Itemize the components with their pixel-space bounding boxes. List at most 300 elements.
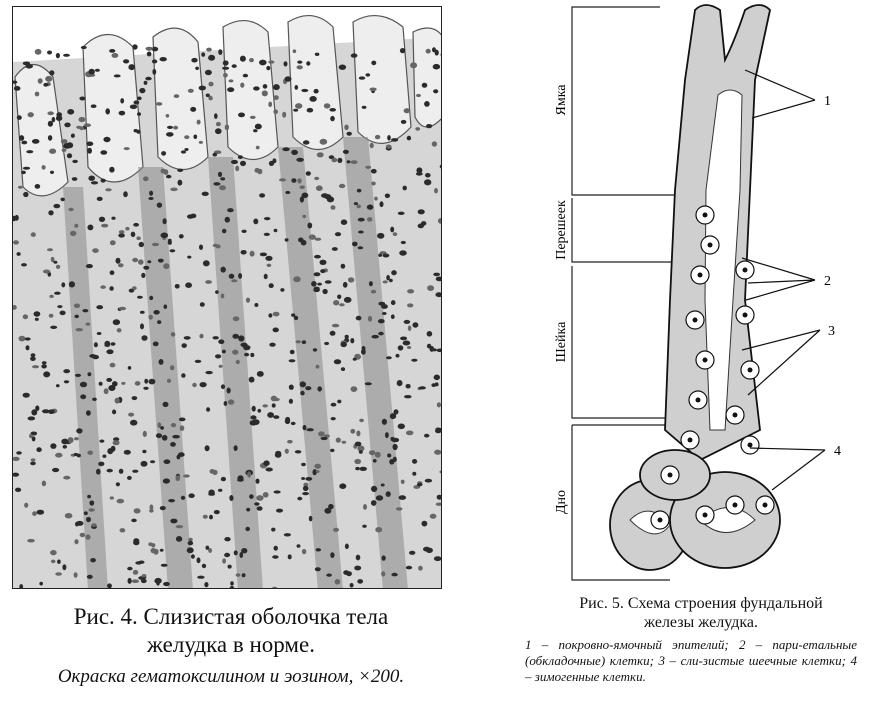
nucleus-texture xyxy=(227,388,231,394)
nucleus-texture xyxy=(302,340,307,344)
nucleus-texture xyxy=(352,242,358,247)
nucleus-texture xyxy=(396,354,400,358)
nucleus-texture xyxy=(311,281,317,287)
nucleus-texture xyxy=(159,359,164,365)
nucleus-texture xyxy=(227,87,234,92)
nucleus-texture xyxy=(47,111,54,115)
nucleus-texture xyxy=(206,546,210,550)
nucleus-texture xyxy=(234,445,238,451)
nucleus-texture xyxy=(176,525,184,528)
nucleus-texture xyxy=(208,490,214,496)
nucleus-texture xyxy=(293,109,298,112)
nucleus-texture xyxy=(382,312,387,315)
nucleus-texture xyxy=(107,469,113,473)
nucleus-texture xyxy=(187,547,194,553)
nucleus-texture xyxy=(240,83,244,88)
nucleus-texture xyxy=(63,54,70,57)
nucleus-texture xyxy=(144,379,148,384)
callout-3-label: 3 xyxy=(828,324,835,339)
nucleus-texture xyxy=(275,453,282,458)
nucleus-texture xyxy=(109,49,115,53)
nucleus-texture xyxy=(249,494,254,499)
nucleus-texture xyxy=(430,514,437,519)
nucleus-texture xyxy=(279,178,286,181)
nucleus-texture xyxy=(331,205,336,210)
nucleus-texture xyxy=(35,184,41,189)
nucleus-texture xyxy=(243,345,250,350)
nucleus-texture xyxy=(96,469,101,475)
nucleus-texture xyxy=(79,97,85,101)
nucleus-texture xyxy=(30,356,36,361)
nucleus-texture xyxy=(81,46,87,49)
nucleus-texture xyxy=(161,169,166,174)
nucleus-texture xyxy=(170,442,176,447)
nucleus-texture xyxy=(347,132,352,136)
nucleus-texture xyxy=(301,240,307,246)
nucleus-texture xyxy=(216,244,221,248)
nucleus-texture xyxy=(288,554,292,559)
nucleus-texture xyxy=(167,379,171,383)
nucleus-texture xyxy=(387,135,391,141)
nucleus-texture xyxy=(392,438,400,443)
nucleus-texture xyxy=(391,270,397,275)
nucleus-texture xyxy=(101,224,108,228)
nucleus-texture xyxy=(358,218,365,222)
nucleus-texture xyxy=(427,331,433,337)
nucleus-texture xyxy=(80,394,86,399)
nucleus-texture xyxy=(23,393,30,398)
nucleus-texture xyxy=(250,116,256,119)
nucleus-texture xyxy=(356,431,360,437)
nucleus-texture xyxy=(32,511,37,516)
nucleus-texture xyxy=(50,443,56,449)
nucleus-texture xyxy=(233,316,240,321)
nucleus-texture xyxy=(97,332,102,335)
nucleus-texture xyxy=(163,263,169,269)
nucleus-texture xyxy=(326,574,332,577)
nucleus-texture xyxy=(26,345,30,350)
nucleus-texture xyxy=(141,461,148,467)
nucleus-texture xyxy=(203,260,210,266)
nucleus-texture xyxy=(274,229,278,232)
nucleus-texture xyxy=(107,583,112,588)
nucleus-texture xyxy=(57,305,62,308)
nucleus-texture xyxy=(25,64,33,69)
nucleus-texture xyxy=(222,350,226,354)
nucleus-texture xyxy=(191,554,195,558)
zone-label-isthmus: Перешеек xyxy=(554,200,569,260)
nucleus-texture xyxy=(348,277,354,282)
nucleus-texture xyxy=(99,382,103,386)
nucleus-texture xyxy=(50,171,54,174)
nucleus-texture xyxy=(268,60,274,63)
nucleus-texture xyxy=(116,482,120,486)
nucleus-texture xyxy=(357,579,363,584)
nucleus-texture xyxy=(220,177,225,180)
nucleus-texture xyxy=(110,240,116,245)
nucleus-texture xyxy=(399,250,407,255)
nucleus-texture xyxy=(23,192,28,197)
nucleus-texture xyxy=(362,525,366,528)
nucleus-texture xyxy=(131,519,137,523)
nucleus-texture xyxy=(256,479,260,484)
nucleus-texture xyxy=(419,386,426,389)
nucleus-texture xyxy=(423,547,430,552)
nucleus-texture xyxy=(112,381,118,386)
nucleus-texture xyxy=(391,573,397,577)
nucleus-texture xyxy=(313,348,317,351)
nucleus-texture xyxy=(62,149,67,152)
nucleus-texture xyxy=(331,403,337,407)
nucleus-texture xyxy=(149,191,153,196)
nucleus-texture xyxy=(297,61,302,64)
nucleus-texture xyxy=(264,233,270,236)
nucleus-texture xyxy=(111,217,115,220)
nucleus-texture xyxy=(128,578,132,584)
nucleus-texture xyxy=(290,350,295,355)
nucleus-texture xyxy=(375,527,382,532)
nucleus-texture xyxy=(371,486,377,492)
nucleus-texture xyxy=(101,179,106,183)
nucleus-texture xyxy=(418,224,424,229)
nucleus-texture xyxy=(204,582,208,587)
nucleus-texture xyxy=(35,318,39,321)
nucleus-texture xyxy=(355,442,362,447)
nucleus-texture xyxy=(152,69,156,75)
nucleus-texture xyxy=(110,363,116,368)
nucleus-texture xyxy=(365,166,371,169)
nucleus-texture xyxy=(328,504,334,509)
nucleus-texture xyxy=(119,469,124,474)
nucleus-texture xyxy=(114,74,121,77)
nucleus-texture xyxy=(223,60,229,65)
nucleus-texture xyxy=(79,117,86,122)
nucleus-texture xyxy=(371,500,377,506)
nucleus-texture xyxy=(35,92,40,97)
nucleus-texture xyxy=(272,158,276,163)
nucleus-texture xyxy=(416,94,421,97)
parietal-cell-nucleus xyxy=(733,503,738,508)
nucleus-texture xyxy=(339,184,345,188)
parietal-cell-nucleus xyxy=(763,503,768,508)
nucleus-texture xyxy=(170,365,174,370)
parietal-cell-nucleus xyxy=(658,518,663,523)
nucleus-texture xyxy=(91,523,96,527)
nucleus-texture xyxy=(176,536,182,542)
nucleus-texture xyxy=(396,507,403,510)
nucleus-texture xyxy=(171,423,176,427)
nucleus-texture xyxy=(49,149,56,154)
nucleus-texture xyxy=(68,437,74,443)
nucleus-texture xyxy=(330,449,334,452)
nucleus-texture xyxy=(391,300,396,305)
nucleus-texture xyxy=(48,210,53,215)
nucleus-texture xyxy=(128,64,135,70)
nucleus-texture xyxy=(332,247,338,251)
nucleus-texture xyxy=(365,382,372,385)
nucleus-texture xyxy=(28,112,34,117)
nucleus-texture xyxy=(231,279,237,282)
nucleus-texture xyxy=(96,305,103,309)
parietal-cell-nucleus xyxy=(698,273,703,278)
nucleus-texture xyxy=(354,459,361,464)
nucleus-texture xyxy=(87,495,91,499)
callout-2-label: 2 xyxy=(824,274,831,289)
nucleus-texture xyxy=(314,255,321,259)
nucleus-texture xyxy=(23,314,28,319)
nucleus-texture xyxy=(143,431,147,437)
nucleus-texture xyxy=(238,155,243,159)
nucleus-texture xyxy=(199,245,203,250)
nucleus-texture xyxy=(368,316,372,322)
nucleus-texture xyxy=(247,471,251,477)
nucleus-texture xyxy=(387,454,391,458)
nucleus-texture xyxy=(276,509,283,513)
nucleus-texture xyxy=(406,566,412,570)
nucleus-texture xyxy=(170,188,177,192)
nucleus-texture xyxy=(184,135,189,139)
parietal-cell-nucleus xyxy=(748,368,753,373)
nucleus-texture xyxy=(297,65,303,69)
nucleus-texture xyxy=(343,282,348,288)
nucleus-texture xyxy=(135,381,141,386)
nucleus-texture xyxy=(407,289,414,293)
nucleus-texture xyxy=(205,280,212,284)
nucleus-texture xyxy=(241,548,247,553)
nucleus-texture xyxy=(88,176,95,181)
nucleus-texture xyxy=(285,449,289,454)
nucleus-texture xyxy=(350,429,355,434)
nucleus-texture xyxy=(289,359,296,362)
nucleus-texture xyxy=(242,230,247,233)
nucleus-texture xyxy=(133,540,139,545)
nucleus-texture xyxy=(175,284,180,289)
nucleus-texture xyxy=(86,410,91,416)
nucleus-texture xyxy=(140,323,144,329)
parietal-cell-nucleus xyxy=(696,398,701,403)
nucleus-texture xyxy=(35,49,42,55)
nucleus-texture xyxy=(137,112,141,116)
nucleus-texture xyxy=(291,422,296,425)
nucleus-texture xyxy=(21,263,27,266)
nucleus-texture xyxy=(117,499,125,504)
nucleus-texture xyxy=(295,450,302,453)
nucleus-texture xyxy=(45,76,52,82)
nucleus-texture xyxy=(149,296,153,300)
nucleus-texture xyxy=(378,319,385,323)
nucleus-texture xyxy=(167,126,173,129)
nucleus-texture xyxy=(74,315,79,319)
nucleus-texture xyxy=(56,53,60,58)
nucleus-texture xyxy=(134,100,140,104)
nucleus-texture xyxy=(51,560,56,564)
nucleus-texture xyxy=(295,103,302,109)
nucleus-texture xyxy=(303,486,309,491)
nucleus-texture xyxy=(82,309,88,312)
nucleus-texture xyxy=(166,114,170,118)
nucleus-texture xyxy=(208,55,215,61)
nucleus-texture xyxy=(179,234,184,238)
nucleus-texture xyxy=(218,49,222,55)
nucleus-texture xyxy=(260,253,267,257)
nucleus-texture xyxy=(302,549,306,554)
nucleus-texture xyxy=(102,455,106,458)
nucleus-texture xyxy=(267,264,272,267)
nucleus-texture xyxy=(246,298,250,303)
nucleus-texture xyxy=(74,572,78,578)
nucleus-texture xyxy=(432,141,437,146)
nucleus-texture xyxy=(381,484,385,487)
nucleus-texture xyxy=(187,256,191,259)
nucleus-texture xyxy=(36,447,41,452)
nucleus-texture xyxy=(314,287,320,291)
nucleus-texture xyxy=(389,459,394,465)
nucleus-texture xyxy=(156,580,160,586)
nucleus-texture xyxy=(74,539,78,544)
nucleus-texture xyxy=(63,476,70,480)
nucleus-texture xyxy=(317,283,322,286)
nucleus-texture xyxy=(116,258,121,264)
nucleus-texture xyxy=(76,428,82,433)
nucleus-texture xyxy=(151,548,156,553)
nucleus-texture xyxy=(89,500,94,505)
nucleus-texture xyxy=(321,193,329,198)
nucleus-texture xyxy=(343,150,349,154)
nucleus-texture xyxy=(60,311,66,316)
nucleus-texture xyxy=(92,248,99,253)
nucleus-texture xyxy=(75,374,81,377)
nucleus-texture xyxy=(56,384,60,387)
nucleus-texture xyxy=(88,508,94,511)
nucleus-texture xyxy=(301,477,305,480)
nucleus-texture xyxy=(306,171,311,176)
nucleus-texture xyxy=(367,205,374,210)
nucleus-texture xyxy=(266,468,273,472)
nucleus-texture xyxy=(113,319,120,325)
nucleus-texture xyxy=(256,146,260,150)
nucleus-texture xyxy=(339,483,346,489)
nucleus-texture xyxy=(221,267,226,273)
nucleus-texture xyxy=(215,290,219,294)
nucleus-texture xyxy=(434,450,441,455)
nucleus-texture xyxy=(359,467,367,471)
nucleus-texture xyxy=(336,438,341,443)
nucleus-texture xyxy=(21,141,27,145)
micrograph-image xyxy=(12,6,442,589)
nucleus-texture xyxy=(228,399,234,404)
nucleus-texture xyxy=(70,231,76,236)
nucleus-texture xyxy=(87,148,92,154)
nucleus-texture xyxy=(143,176,149,181)
nucleus-texture xyxy=(362,346,366,351)
nucleus-texture xyxy=(160,57,167,61)
nucleus-texture xyxy=(243,74,248,78)
nucleus-texture xyxy=(410,62,417,68)
nucleus-texture xyxy=(434,188,438,194)
nucleus-texture xyxy=(380,201,384,207)
nucleus-texture xyxy=(285,76,292,81)
nucleus-texture xyxy=(119,230,125,234)
nucleus-texture xyxy=(72,160,78,163)
nucleus-texture xyxy=(351,386,358,392)
nucleus-texture xyxy=(264,217,270,220)
nucleus-texture xyxy=(273,109,278,114)
parietal-cell-nucleus xyxy=(703,513,708,518)
nucleus-texture xyxy=(188,493,194,498)
nucleus-texture xyxy=(87,225,93,231)
nucleus-texture xyxy=(427,344,431,349)
nucleus-texture xyxy=(321,437,328,440)
nucleus-texture xyxy=(393,444,398,450)
nucleus-texture xyxy=(173,126,178,130)
parietal-cell-nucleus xyxy=(693,318,698,323)
nucleus-texture xyxy=(181,150,186,153)
nucleus-texture xyxy=(357,189,362,193)
nucleus-texture xyxy=(119,111,126,116)
nucleus-texture xyxy=(85,534,90,539)
nucleus-texture xyxy=(27,539,35,543)
nucleus-texture xyxy=(297,544,301,548)
nucleus-texture xyxy=(180,425,185,431)
nucleus-texture xyxy=(24,503,28,508)
nucleus-texture xyxy=(105,188,111,191)
nucleus-texture xyxy=(205,445,210,451)
nucleus-texture xyxy=(365,73,370,76)
nucleus-texture xyxy=(61,439,68,445)
nucleus-texture xyxy=(47,248,53,251)
nucleus-texture xyxy=(98,462,104,467)
nucleus-texture xyxy=(386,491,391,497)
nucleus-texture xyxy=(263,492,269,498)
nucleus-texture xyxy=(341,219,347,225)
nucleus-texture xyxy=(262,404,268,407)
nucleus-texture xyxy=(377,233,384,239)
nucleus-texture xyxy=(369,450,375,455)
nucleus-texture xyxy=(229,79,234,82)
nucleus-texture xyxy=(274,398,280,401)
nucleus-texture xyxy=(250,415,256,419)
nucleus-texture xyxy=(183,474,190,477)
nucleus-texture xyxy=(136,236,140,240)
nucleus-texture xyxy=(317,152,324,157)
nucleus-texture xyxy=(314,272,321,276)
nucleus-texture xyxy=(253,419,260,425)
nucleus-texture xyxy=(213,153,218,157)
nucleus-texture xyxy=(228,565,232,569)
nucleus-texture xyxy=(206,48,212,52)
nucleus-texture xyxy=(329,108,336,112)
nucleus-texture xyxy=(293,49,297,53)
nucleus-texture xyxy=(157,203,162,208)
nucleus-texture xyxy=(64,123,70,128)
nucleus-texture xyxy=(112,53,119,58)
nucleus-texture xyxy=(133,570,138,575)
nucleus-texture xyxy=(50,326,57,329)
nucleus-texture xyxy=(327,196,334,202)
nucleus-texture xyxy=(164,459,171,464)
nucleus-texture xyxy=(411,359,417,362)
nucleus-texture xyxy=(435,428,441,432)
nucleus-texture xyxy=(141,335,147,341)
nucleus-texture xyxy=(153,342,159,347)
nucleus-texture xyxy=(109,286,113,291)
nucleus-texture xyxy=(53,261,57,264)
nucleus-texture xyxy=(302,215,306,218)
nucleus-texture xyxy=(222,229,226,234)
nucleus-texture xyxy=(219,365,223,368)
nucleus-texture xyxy=(74,304,80,309)
nucleus-texture xyxy=(305,477,312,481)
